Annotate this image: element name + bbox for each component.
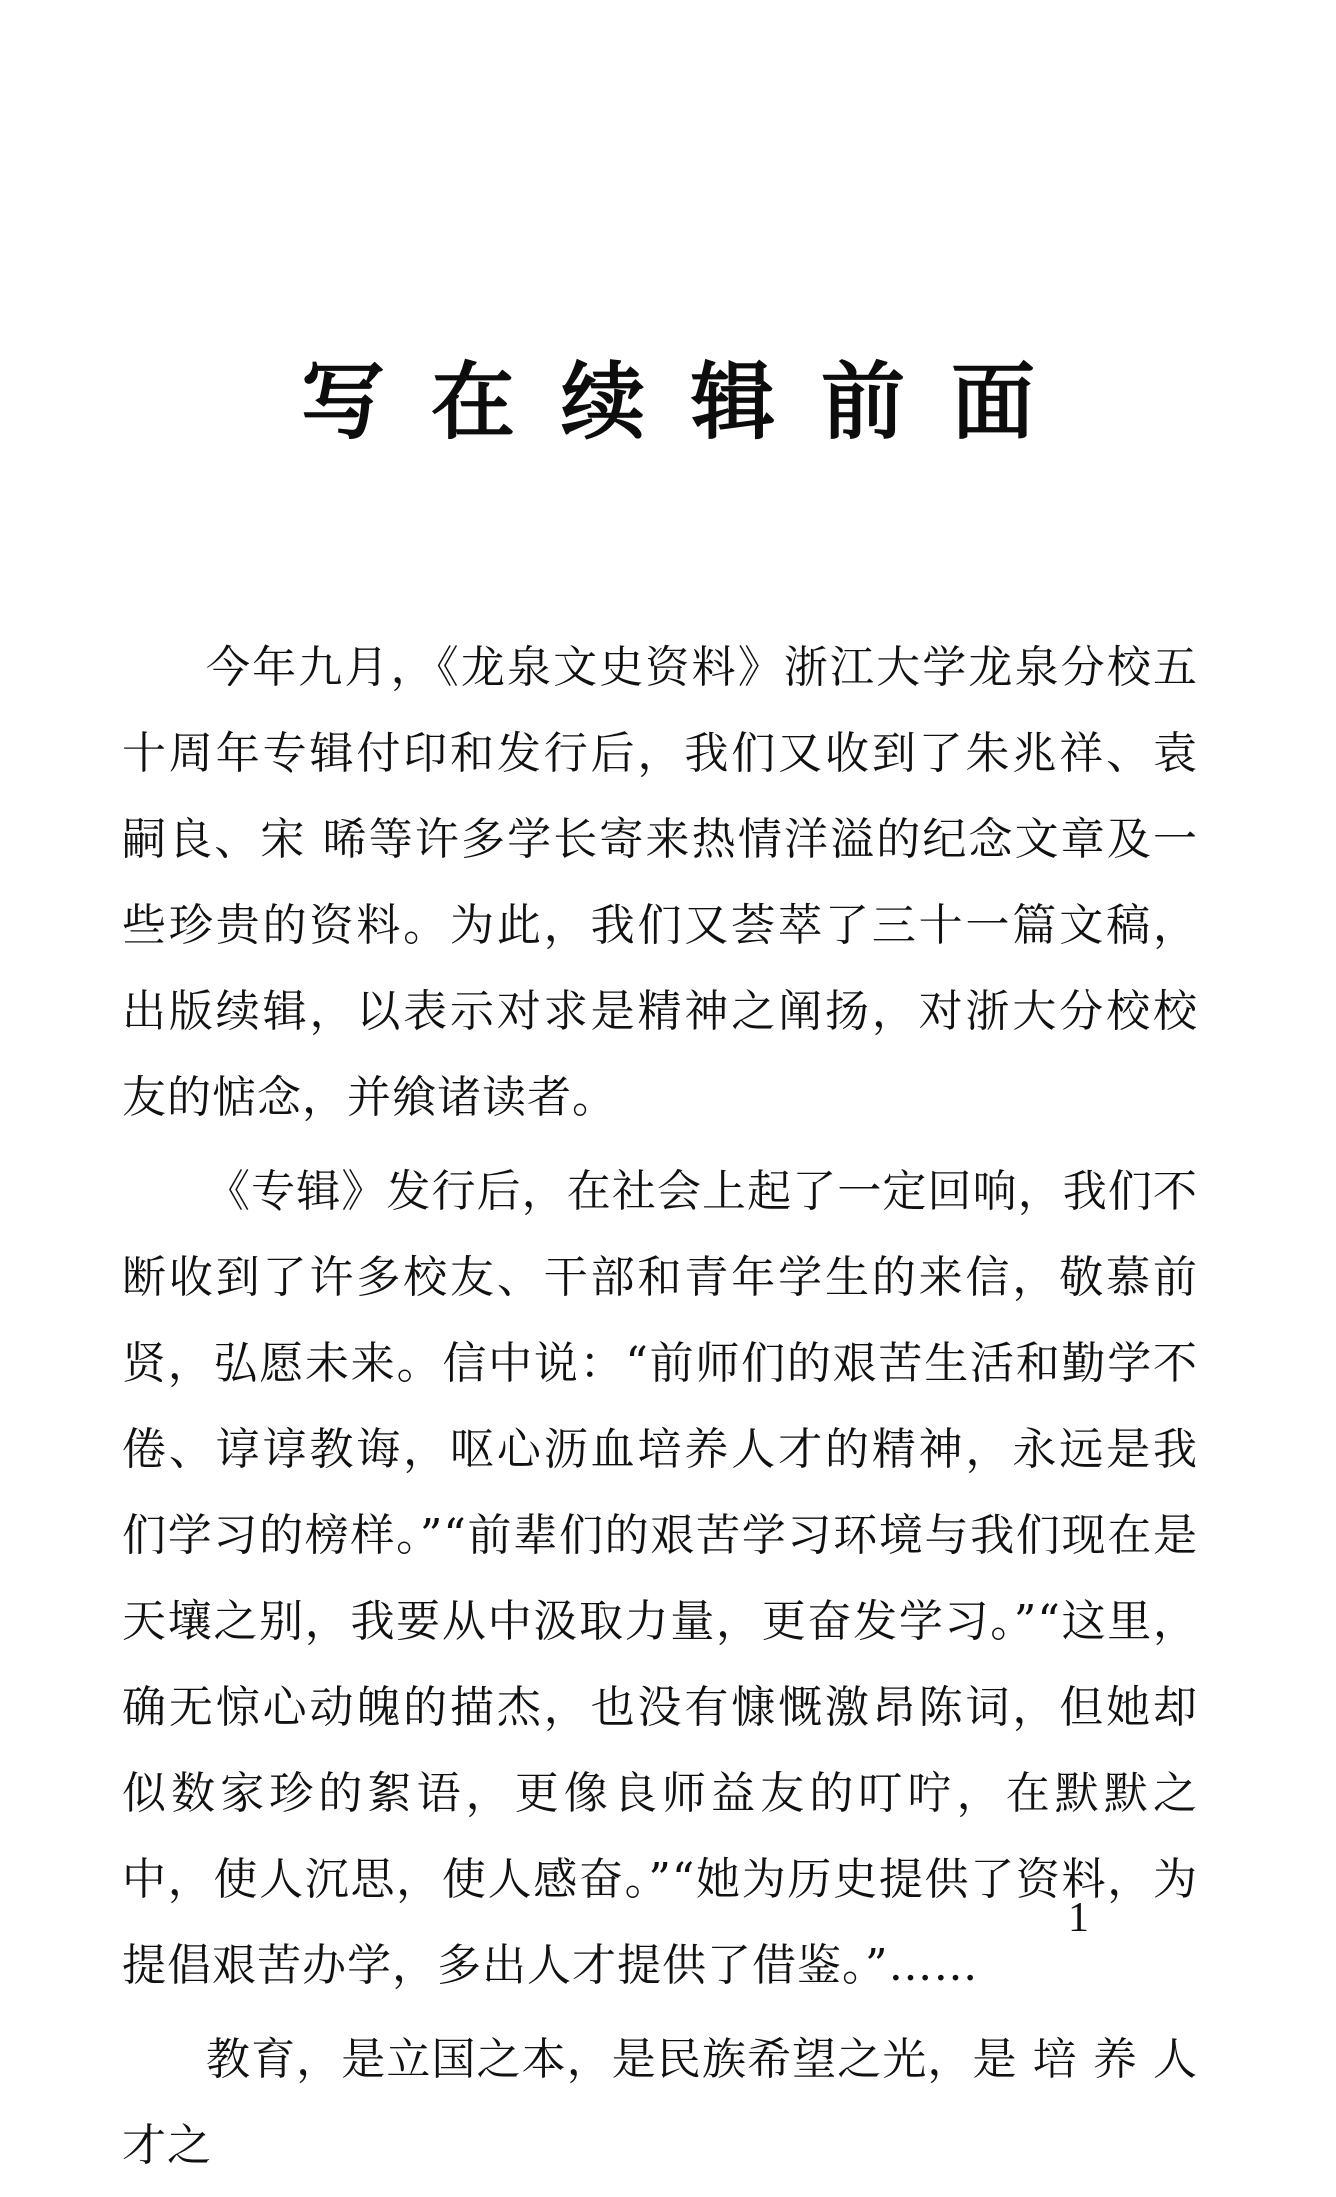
paragraph-2: 《专辑》发行后，在社会上起了一定回响，我们不断收到了许多校友、干部和青年学生的来信，敬慕前贤，弘愿未来。信中说：“前师们的艰苦生活和勤学不倦、谆谆教诲，呕心沥血培养人才的精神，永远是我们学习的榜样。”“前辈们的艰苦学习环境与我们现在是天壤之别，我要从中汲取力量，更奋发学习。”“这里，确无惊心动魄的描杰，也没有慷慨激昂陈词，但她却似数家珍的絮语，更像良师益友的叮咛，在默默之中，使人沉思，使人感奋。”“她为历史提供了资料，为提倡艰苦办学，多出人才提供了借鉴。”…… [122, 1166, 1198, 1991]
page-title: 写在续辑前面 [300, 352, 1081, 451]
paragraph-3: 教育，是立国之本，是民族希望之光，是 培 养 人 才之 [122, 2034, 1198, 2171]
page-number: 1 [1068, 1895, 1089, 1941]
body-text [122, 625, 1198, 2197]
paragraph-1: 今年九月，《龙泉文史资料》浙江大学龙泉分校五十周年专辑付印和发行后，我们又收到了朱兆祥、袁嗣良、宋 晞等许多学长寄来热情洋溢的纪念文章及一些珍贵的资料。为此，我们又荟萃了三十一篇文稿，出版续辑，以表示对求是精神之阐扬，对浙大分校校友的惦念，并飨诸读者。 [122, 642, 1198, 1123]
